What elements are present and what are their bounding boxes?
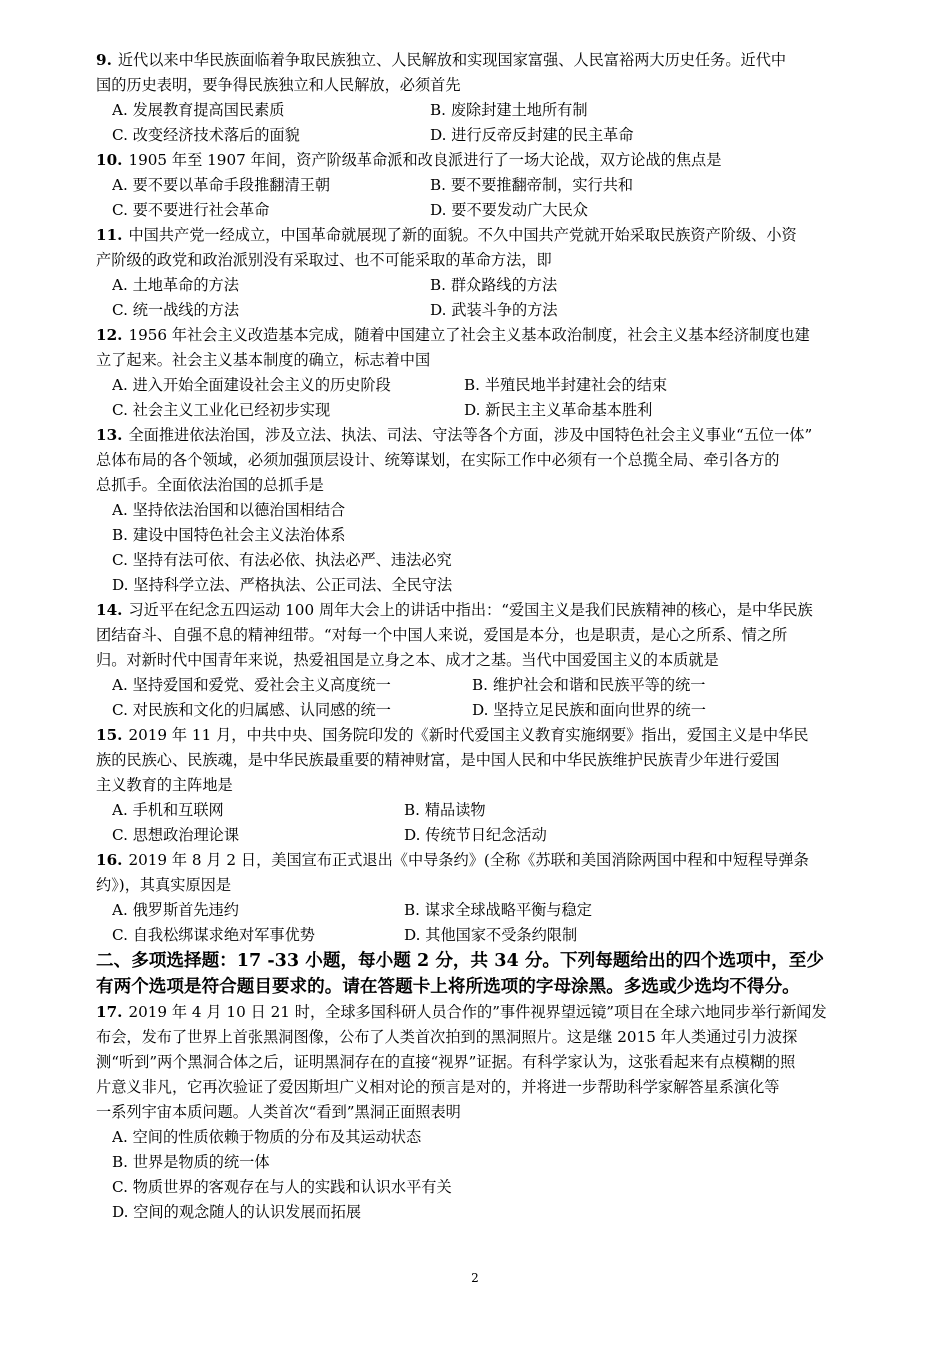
question-14-line-3: 归。对新时代中国青年来说，热爱祖国是立身之本、成才之基。当代中国爱国主义的本质就是 <box>96 651 719 669</box>
question-12-option-d: D. 新民主主义革命基本胜利 <box>464 401 653 419</box>
question-12-line-2: 立了起来。社会主义基本制度的确立，标志着中国 <box>96 351 431 369</box>
question-12-option-c: C. 社会主义工业化已经初步实现 <box>112 401 331 419</box>
question-17-line-3: 测“听到”两个黑洞合体之后，证明黑洞存在的直接“视界”证据。有科学家认为，这张看起来有点模糊的照 <box>96 1053 796 1071</box>
question-13-option-b: B. 建设中国特色社会主义法治体系 <box>112 526 346 544</box>
question-9-line-2: 国的历史表明，要争得民族独立和人民解放，必须首先 <box>96 76 461 94</box>
question-16-line-2: 约》)，其真实原因是 <box>96 876 232 894</box>
question-11-option-a: A. 土地革命的方法 <box>112 276 239 294</box>
question-10-line-1: 10. 1905 年至 1907 年间，资产阶级革命派和改良派进行了一场大论战，双方论战的焦点是 <box>96 151 722 169</box>
question-14-line-1: 14. 习近平在纪念五四运动 100 周年大会上的讲话中指出：“爱国主义是我们民族精神的核心，是中华民族 <box>96 601 813 619</box>
question-number: 10. <box>96 151 123 169</box>
question-number: 13. <box>96 426 123 444</box>
question-13-option-c: C. 坚持有法可依、有法必依、执法必严、违法必究 <box>112 551 452 569</box>
question-15-option-d: D. 传统节日纪念活动 <box>404 826 547 844</box>
question-12-line-1: 12. 1956 年社会主义改造基本完成，随着中国建立了社会主义基本政治制度，社会主义基本经济制度也建 <box>96 326 810 344</box>
question-10-option-b: B. 要不要推翻帝制，实行共和 <box>430 176 634 194</box>
question-9-option-a: A. 发展教育提高国民素质 <box>112 101 285 119</box>
question-16-option-a: A. 俄罗斯首先违约 <box>112 901 239 919</box>
question-15-line-2: 族的民族心、民族魂，是中华民族最重要的精神财富，是中国人民和中华民族维护民族青少年进行爱国 <box>96 751 780 769</box>
question-13-line-3: 总抓手。全面依法治国的总抓手是 <box>96 476 324 494</box>
question-16-option-b: B. 谋求全球战略平衡与稳定 <box>404 901 592 919</box>
question-number: 9. <box>96 51 112 69</box>
question-15-line-3: 主义教育的主阵地是 <box>96 776 233 794</box>
question-14-option-a: A. 坚持爱国和爱党、爱社会主义高度统一 <box>112 676 391 694</box>
question-13-option-d: D. 坚持科学立法、严格执法、公正司法、全民守法 <box>112 576 453 594</box>
question-17-line-2: 布会，发布了世界上首张黑洞图像，公布了人类首次拍到的黑洞照片。这是继 2015 年人类通过引力波探 <box>96 1028 798 1046</box>
question-12-option-a: A. 进入开始全面建设社会主义的历史阶段 <box>112 376 391 394</box>
question-number: 11. <box>96 226 123 244</box>
question-13-line-2: 总体布局的各个领域，必须加强顶层设计、统筹谋划，在实际工作中必须有一个总揽全局、牵引各方的 <box>96 451 780 469</box>
question-9-option-b: B. 废除封建土地所有制 <box>430 101 588 119</box>
question-13-option-a: A. 坚持依法治国和以德治国相结合 <box>112 501 346 519</box>
question-17-line-4: 片意义非凡，它再次验证了爱因斯坦广义相对论的预言是对的，并将进一步帮助科学家解答星系演化等 <box>96 1078 780 1096</box>
question-17-option-d: D. 空间的观念随人的认识发展而拓展 <box>112 1203 362 1221</box>
question-15-option-c: C. 思想政治理论课 <box>112 826 240 844</box>
question-16-option-d: D. 其他国家不受条约限制 <box>404 926 578 944</box>
question-16-option-c: C. 自我松绑谋求绝对军事优势 <box>112 926 315 944</box>
question-11-option-c: C. 统一战线的方法 <box>112 301 240 319</box>
question-number: 14. <box>96 601 123 619</box>
section-2-heading-line-1: 二、多项选择题：17 -33 小题，每小题 2 分，共 34 分。下列每题给出的四个选项中，至少 <box>96 950 824 971</box>
question-17-option-a: A. 空间的性质依赖于物质的分布及其运动状态 <box>112 1128 422 1146</box>
question-number: 16. <box>96 851 123 869</box>
question-10-option-d: D. 要不要发动广大民众 <box>430 201 588 219</box>
question-16-line-1: 16. 2019 年 8 月 2 日，美国宣布正式退出《中导条约》(全称《苏联和美国消除两国中程和中短程导弹条 <box>96 851 809 869</box>
question-9-line-1: 9. 近代以来中华民族面临着争取民族独立、人民解放和实现国家富强、人民富裕两大历史任务。近代中 <box>96 51 787 69</box>
question-17-option-c: C. 物质世界的客观存在与人的实践和认识水平有关 <box>112 1178 452 1196</box>
question-14-option-c: C. 对民族和文化的归属感、认同感的统一 <box>112 701 391 719</box>
question-15-option-a: A. 手机和互联网 <box>112 801 224 819</box>
question-14-line-2: 团结奋斗、自强不息的精神纽带。“对每一个中国人来说，爱国是本分，也是职责，是心之所系、情之所 <box>96 626 788 644</box>
question-10-option-c: C. 要不要进行社会革命 <box>112 201 270 219</box>
question-17-option-b: B. 世界是物质的统一体 <box>112 1153 270 1171</box>
question-number: 15. <box>96 726 123 744</box>
question-17-line-1: 17. 2019 年 4 月 10 日 21 时，全球多国科研人员合作的”事件视界望远镜”项目在全球六地同步举行新闻发 <box>96 1003 827 1021</box>
page-number: 2 <box>471 1271 479 1285</box>
question-14-option-d: D. 坚持立足民族和面向世界的统一 <box>472 701 706 719</box>
question-11-line-2: 产阶级的政党和政治派别没有采取过、也不可能采取的革命方法，即 <box>96 251 552 269</box>
question-9-option-c: C. 改变经济技术落后的面貌 <box>112 126 300 144</box>
question-number: 17. <box>96 1003 123 1021</box>
question-11-option-d: D. 武装斗争的方法 <box>430 301 558 319</box>
question-11-option-b: B. 群众路线的方法 <box>430 276 558 294</box>
question-17-line-5: 一系列宇宙本质问题。人类首次“看到”黑洞正面照表明 <box>96 1103 461 1121</box>
question-9-option-d: D. 进行反帝反封建的民主革命 <box>430 126 634 144</box>
question-10-option-a: A. 要不要以革命手段推翻清王朝 <box>112 176 331 194</box>
question-15-line-1: 15. 2019 年 11 月，中共中央、国务院印发的《新时代爱国主义教育实施纲要》指出，爱国主义是中华民 <box>96 726 809 744</box>
question-13-line-1: 13. 全面推进依法治国，涉及立法、执法、司法、守法等各个方面，涉及中国特色社会主义事业“五位一体” <box>96 426 813 444</box>
section-2-heading-line-2: 有两个选项是符合题目要求的。请在答题卡上将所选项的字母涂黑。多选或少选均不得分。 <box>96 976 800 997</box>
question-number: 12. <box>96 326 123 344</box>
question-15-option-b: B. 精品读物 <box>404 801 486 819</box>
question-12-option-b: B. 半殖民地半封建社会的结束 <box>464 376 668 394</box>
question-11-line-1: 11. 中国共产党一经成立，中国革命就展现了新的面貌。不久中国共产党就开始采取民族资产阶级、小资 <box>96 226 797 244</box>
question-14-option-b: B. 维护社会和谐和民族平等的统一 <box>472 676 706 694</box>
